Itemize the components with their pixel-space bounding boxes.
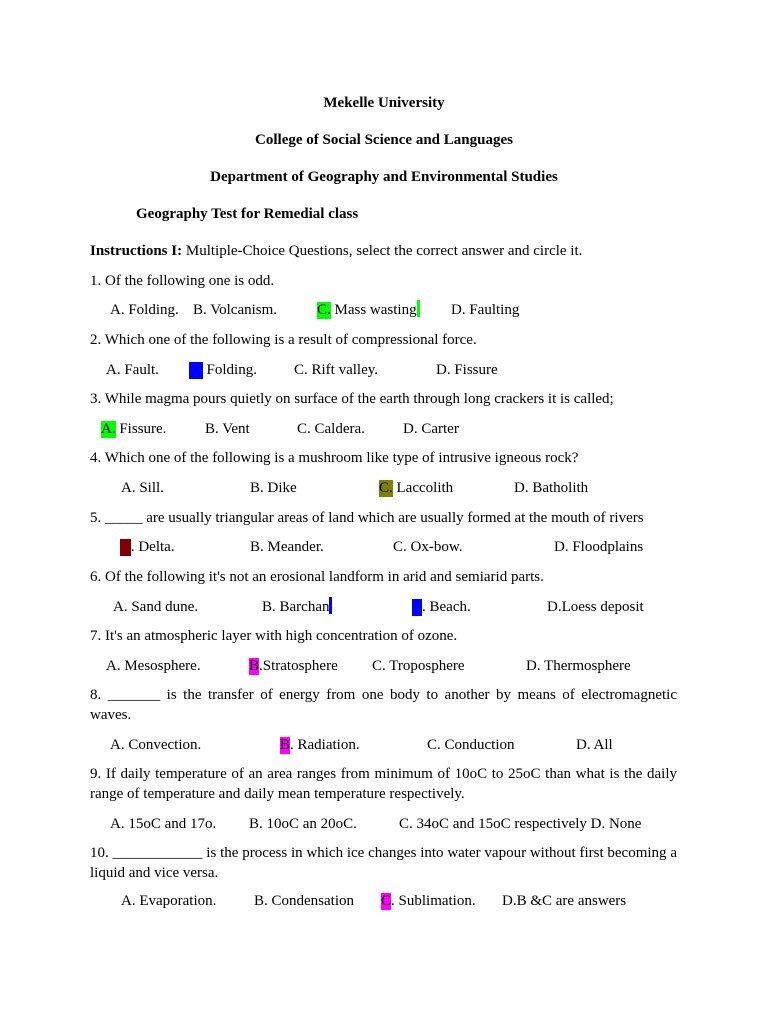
- option-text: . Radiation.: [290, 737, 360, 753]
- q10-option-c[interactable]: [381, 891, 476, 911]
- answer-highlight: C: [381, 893, 392, 909]
- q1-option-b[interactable]: B. Volcanism.: [193, 302, 278, 318]
- q1-option-a[interactable]: A. Folding.: [110, 302, 179, 318]
- q3-option-d[interactable]: D. Carter: [403, 421, 459, 437]
- instructions-text: Multiple-Choice Questions, select the correct answer and circle it.: [182, 243, 583, 259]
- question-3: 3. While magma pours quietly on surface of the earth through long crackers it is called;: [90, 391, 614, 407]
- q2-option-a[interactable]: A. Fault.: [106, 362, 159, 378]
- answer-highlight: C.: [317, 302, 331, 318]
- q7-option-d[interactable]: D. Thermosphere: [526, 658, 631, 674]
- q7-option-c[interactable]: C. Troposphere: [372, 658, 465, 674]
- q6-option-a[interactable]: A. Sand dune.: [113, 599, 198, 615]
- option-text: B. Barchan: [262, 599, 330, 615]
- q3-option-a[interactable]: [101, 419, 166, 439]
- option-text: Folding.: [202, 362, 257, 378]
- q3-option-b[interactable]: B. Vent: [205, 421, 250, 437]
- q5-option-c[interactable]: C. Ox-bow.: [393, 539, 463, 555]
- q8-option-b[interactable]: [280, 735, 360, 755]
- q6-option-b[interactable]: [262, 597, 332, 617]
- q5-option-a[interactable]: [120, 537, 175, 557]
- q7-option-b[interactable]: [249, 656, 338, 676]
- q1-option-c[interactable]: [317, 300, 420, 320]
- option-text: . Beach.: [422, 599, 471, 615]
- instructions: [90, 241, 582, 261]
- q10-option-a[interactable]: A. Evaporation.: [121, 893, 217, 909]
- answer-highlight: C.: [379, 480, 393, 496]
- option-text: . Delta.: [130, 539, 175, 555]
- instructions-label: Instructions I:: [90, 243, 183, 259]
- highlight-mark: [329, 597, 332, 614]
- question-8: 8. _______ is the transfer of energy from one body to another by means of electromagnetic waves.: [90, 687, 677, 723]
- question-1: 1. Of the following one is odd.: [90, 273, 275, 289]
- answer-highlight: A.: [101, 421, 116, 437]
- q8-option-d[interactable]: D. All: [576, 737, 613, 753]
- answer-highlight: C: [412, 599, 423, 615]
- department-name: Department of Geography and Environmental Studies: [210, 169, 558, 185]
- q10-option-d[interactable]: D.B &C are answers: [502, 893, 627, 909]
- q2-option-d[interactable]: D. Fissure: [436, 362, 498, 378]
- test-title: Geography Test for Remedial class: [136, 206, 359, 222]
- q6-option-c[interactable]: [412, 597, 471, 617]
- q4-option-a[interactable]: A. Sill.: [121, 480, 164, 496]
- q9-option-b[interactable]: B. 10oC an 20oC.: [249, 816, 357, 832]
- q4-option-d[interactable]: D. Batholith: [514, 480, 589, 496]
- q10-option-b[interactable]: B. Condensation: [254, 893, 354, 909]
- option-text: Fissure.: [115, 421, 167, 437]
- highlight-mark: [417, 300, 420, 317]
- college-name: College of Social Science and Languages: [255, 132, 513, 148]
- question-6: 6. Of the following it's not an erosional landform in arid and semiarid parts.: [90, 569, 544, 585]
- q5-option-b[interactable]: B. Meander.: [250, 539, 324, 555]
- option-text: . Sublimation.: [391, 893, 476, 909]
- q1-option-d[interactable]: D. Faulting: [451, 302, 520, 318]
- answer-highlight: A: [120, 539, 131, 555]
- university-name: Mekelle University: [323, 95, 445, 111]
- q5-option-d[interactable]: D. Floodplains: [554, 539, 644, 555]
- q2-option-c[interactable]: C. Rift valley.: [294, 362, 379, 378]
- question-7: 7. It's an atmospheric layer with high concentration of ozone.: [90, 628, 458, 644]
- q4-option-b[interactable]: B. Dike: [250, 480, 297, 496]
- q6-option-d[interactable]: D.Loess deposit: [547, 599, 644, 615]
- answer-highlight: B: [249, 658, 260, 674]
- q9-option-c[interactable]: C. 34oC and 15oC respectively D. None: [399, 816, 642, 832]
- q9-option-a[interactable]: A. 15oC and 17o.: [110, 816, 217, 832]
- option-text: Laccolith: [392, 480, 454, 496]
- q8-option-c[interactable]: C. Conduction: [427, 737, 515, 753]
- question-9: 9. If daily temperature of an area ranges from minimum of 10oC to 25oC than what is the daily range of temperature and daily mean temperature respectively.: [90, 766, 677, 802]
- q8-option-a[interactable]: A. Convection.: [110, 737, 202, 753]
- answer-highlight: B.: [189, 362, 203, 378]
- option-text: Mass wasting: [330, 302, 417, 318]
- question-5: 5. _____ are usually triangular areas of land which are usually formed at the mouth of rivers: [90, 510, 644, 526]
- question-4: 4. Which one of the following is a mushroom like type of intrusive igneous rock?: [90, 450, 579, 466]
- q3-option-c[interactable]: C. Caldera.: [297, 421, 365, 437]
- question-10: 10. ____________ is the process in which ice changes into water vapour without first becoming a liquid and vice versa.: [90, 845, 677, 881]
- answer-highlight: B: [280, 737, 291, 753]
- option-text: .Stratosphere: [259, 658, 338, 674]
- question-2: 2. Which one of the following is a result of compressional force.: [90, 332, 477, 348]
- q7-option-a[interactable]: A. Mesosphere.: [106, 658, 201, 674]
- q4-option-c[interactable]: [379, 478, 453, 498]
- q2-option-b[interactable]: [189, 360, 257, 380]
